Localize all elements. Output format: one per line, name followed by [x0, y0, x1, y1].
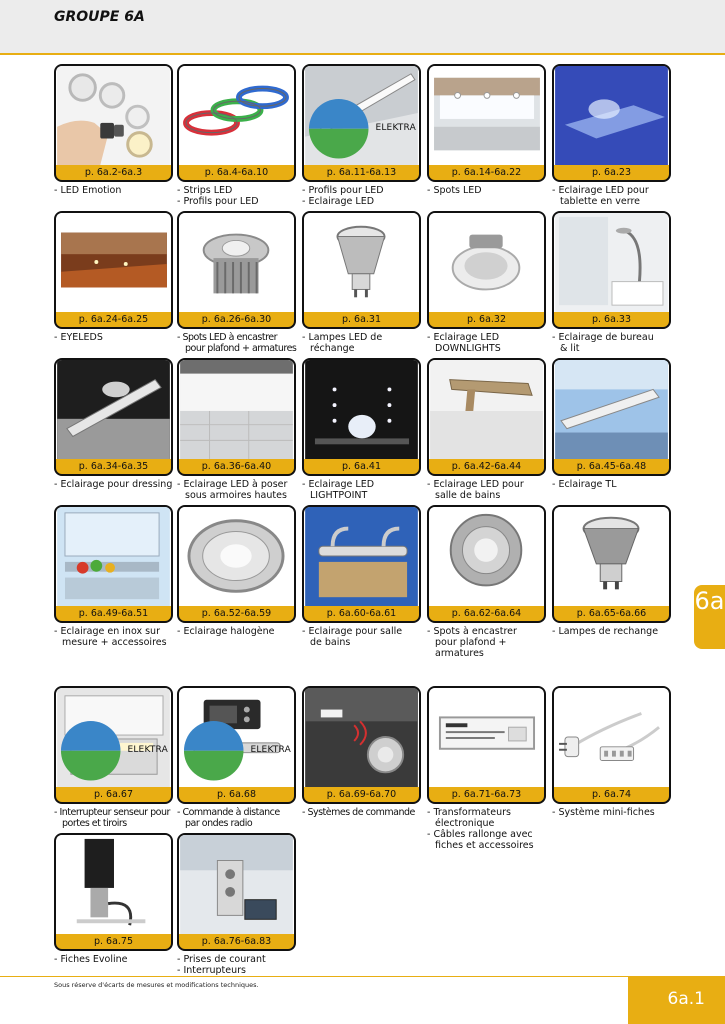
page-reference: p. 6a.62-6a.64: [427, 606, 546, 623]
product-photo: [177, 833, 296, 934]
product-photo: [54, 358, 173, 459]
brand-name: ELEKTRA: [375, 123, 416, 134]
product-photo: [302, 211, 421, 312]
product-description: [302, 807, 426, 818]
page-reference: p. 6a.65-6a.66: [552, 606, 671, 623]
product-card-halogene[interactable]: [177, 505, 296, 623]
product-card-eclairage-tl[interactable]: [552, 358, 671, 476]
product-card-prises-courant[interactable]: [177, 833, 296, 951]
description-line: - Système mini-fiches: [552, 807, 655, 818]
elektra-brand-mark: [56, 716, 168, 785]
product-description: [177, 626, 301, 637]
description-line: - Eclairage en inox sur mesure + accessoires: [54, 626, 167, 648]
product-description: [302, 185, 426, 207]
product-photo: [427, 64, 546, 165]
product-card-lampes-rechange[interactable]: [552, 505, 671, 623]
product-photo: [302, 505, 421, 606]
product-description: [552, 807, 676, 818]
description-line: - Prises de courant: [177, 954, 266, 965]
page-reference: p. 6a.34-6a.35: [54, 459, 173, 476]
product-card-fiches-evoline[interactable]: [54, 833, 173, 951]
page-reference: p. 6a.33: [552, 312, 671, 329]
product-description: [54, 626, 172, 648]
product-card-profils-led[interactable]: [302, 64, 421, 182]
product-description: [302, 626, 414, 648]
product-card-spots-encastrer[interactable]: [177, 211, 296, 329]
description-line: - Systèmes de commande: [302, 807, 415, 818]
page-reference: p. 6a.67: [54, 787, 173, 804]
product-photo: [552, 505, 671, 606]
description-line: - Profils pour LED: [177, 196, 259, 207]
product-photo: [54, 64, 173, 165]
elektra-logo-icon: [179, 716, 248, 785]
product-description: [177, 807, 295, 829]
description-line: - Eclairage halogène: [177, 626, 275, 637]
product-card-mini-fiches[interactable]: [552, 686, 671, 804]
product-description: [177, 479, 301, 501]
product-card-eyeleds[interactable]: [54, 211, 173, 329]
product-description: [177, 185, 301, 207]
product-card-downlights[interactable]: [427, 211, 546, 329]
page-reference: p. 6a.14-6a.22: [427, 165, 546, 182]
product-photo: [552, 64, 671, 165]
page-reference: p. 6a.24-6a.25: [54, 312, 173, 329]
page-reference: p. 6a.52-6a.59: [177, 606, 296, 623]
description-line: - Spots LED: [427, 185, 482, 196]
product-description: [552, 185, 664, 207]
product-card-lampes-led[interactable]: [302, 211, 421, 329]
description-line: - Eclairage LED pour tablette en verre: [552, 185, 649, 207]
chapter-tab-label: 6a: [694, 587, 725, 615]
product-photo: [177, 358, 296, 459]
product-photo: [177, 505, 296, 606]
page-reference: p. 6a.75: [54, 934, 173, 951]
description-line: - Profils pour LED: [302, 185, 384, 196]
product-card-lightpoint[interactable]: [302, 358, 421, 476]
product-description: [552, 479, 664, 490]
product-photo: [177, 64, 296, 165]
product-card-salle-bains-led[interactable]: [427, 358, 546, 476]
description-line: - Eclairage de bureau & lit: [552, 332, 654, 354]
product-card-tablette-verre[interactable]: [552, 64, 671, 182]
product-card-transformateurs[interactable]: [427, 686, 546, 804]
page-reference: p. 6a.4-6a.10: [177, 165, 296, 182]
description-line: - Câbles rallonge avec fiches et accessoires: [427, 829, 534, 851]
product-description: [427, 332, 539, 354]
product-photo: [552, 686, 671, 787]
description-line: - Transformateurs électronique: [427, 807, 511, 829]
product-card-inox-mesure[interactable]: [54, 505, 173, 623]
product-photo: [302, 686, 421, 787]
description-line: - Eclairage pour dressing: [54, 479, 173, 490]
product-card-spots-plafond[interactable]: [427, 505, 546, 623]
description-line: - Eclairage LED pour salle de bains: [427, 479, 524, 501]
product-photo: [427, 686, 546, 787]
page-reference: p. 6a.2-6a.3: [54, 165, 173, 182]
description-line: - Eclairage LED à poser sous armoires hautes: [177, 479, 288, 501]
description-line: - Fiches Evoline: [54, 954, 128, 965]
page-reference: p. 6a.74: [552, 787, 671, 804]
product-card-armoires-hautes[interactable]: [177, 358, 296, 476]
product-photo: [302, 64, 421, 165]
product-description: [302, 479, 414, 501]
product-description: [177, 332, 299, 354]
page-reference: p. 6a.60-6a.61: [302, 606, 421, 623]
elektra-brand-mark: [179, 716, 291, 785]
description-line: - Interrupteurs: [177, 965, 246, 976]
product-photo: [302, 358, 421, 459]
product-description: [54, 479, 178, 490]
description-line: - Lampes LED de réchange: [302, 332, 383, 354]
page-header: [0, 0, 725, 55]
product-photo: [54, 211, 173, 312]
page-reference: p. 6a.69-6a.70: [302, 787, 421, 804]
description-line: - EYELEDS: [54, 332, 103, 343]
product-photo: [552, 358, 671, 459]
product-photo: [177, 211, 296, 312]
product-description: [54, 332, 178, 343]
description-line: - Commande à distance par ondes radio: [177, 807, 280, 829]
page-reference: p. 6a.23: [552, 165, 671, 182]
description-line: - Eclairage LED DOWNLIGHTS: [427, 332, 501, 354]
product-description: [427, 626, 531, 659]
page-number: 6a.1: [667, 989, 705, 1009]
product-card-dressing[interactable]: [54, 358, 173, 476]
product-card-interrupteur-senseur[interactable]: [54, 686, 173, 804]
product-photo: [427, 505, 546, 606]
page-reference: p. 6a.68: [177, 787, 296, 804]
elektra-logo-icon: [304, 94, 373, 163]
description-line: - Strips LED: [177, 185, 233, 196]
description-line: - Eclairage TL: [552, 479, 617, 490]
page-reference: p. 6a.36-6a.40: [177, 459, 296, 476]
product-photo: [54, 686, 173, 787]
page-reference: p. 6a.49-6a.51: [54, 606, 173, 623]
brand-name: ELEKTRA: [250, 745, 291, 756]
product-card-systemes-commande[interactable]: [302, 686, 421, 804]
description-line: - Interrupteur senseur pour portes et tiroirs: [54, 807, 170, 829]
description-line: - Lampes de rechange: [552, 626, 659, 637]
product-description: [177, 954, 301, 976]
product-description: [54, 185, 178, 196]
footer-note: Sous réserve d'écarts de mesures et modifications techniques.: [54, 981, 259, 989]
product-description: [54, 807, 174, 829]
product-description: [54, 954, 178, 965]
description-line: - Eclairage pour salle de bains: [302, 626, 403, 648]
page-reference: p. 6a.71-6a.73: [427, 787, 546, 804]
product-description: [427, 185, 551, 196]
footer-divider: [0, 976, 725, 977]
product-description: [552, 626, 670, 637]
page-reference: p. 6a.41: [302, 459, 421, 476]
description-line: - Eclairage LED LIGHTPOINT: [302, 479, 375, 501]
chapter-tab[interactable]: [694, 585, 725, 649]
product-photo: [552, 211, 671, 312]
product-description: [302, 332, 414, 354]
page-reference: p. 6a.45-6a.48: [552, 459, 671, 476]
elektra-logo-icon: [56, 716, 125, 785]
product-photo: [54, 833, 173, 934]
product-photo: [427, 358, 546, 459]
product-description: [552, 332, 664, 354]
page-reference: p. 6a.11-6a.13: [302, 165, 421, 182]
description-line: - LED Emotion: [54, 185, 122, 196]
page-number-box: [628, 977, 725, 1024]
brand-name: ELEKTRA: [127, 745, 168, 756]
product-photo: [54, 505, 173, 606]
product-card-strips-led[interactable]: [177, 64, 296, 182]
elektra-brand-mark: [304, 94, 416, 163]
product-card-bureau-lit[interactable]: [552, 211, 671, 329]
page-reference: p. 6a.26-6a.30: [177, 312, 296, 329]
page-reference: p. 6a.31: [302, 312, 421, 329]
description-line: - Eclairage LED: [302, 196, 375, 207]
product-photo: [427, 211, 546, 312]
page-reference: p. 6a.32: [427, 312, 546, 329]
product-card-commande-distance[interactable]: [177, 686, 296, 804]
product-card-salle-bains[interactable]: [302, 505, 421, 623]
product-card-led-emotion[interactable]: [54, 64, 173, 182]
group-title: GROUPE 6A: [54, 9, 145, 25]
product-card-spots-led[interactable]: [427, 64, 546, 182]
product-description: [427, 807, 551, 851]
description-line: - Spots LED à encastrer pour plafond + armatures: [177, 332, 297, 354]
product-photo: [177, 686, 296, 787]
page-reference: p. 6a.42-6a.44: [427, 459, 546, 476]
page-reference: p. 6a.76-6a.83: [177, 934, 296, 951]
description-line: - Spots à encastrer pour plafond + armatures: [427, 626, 517, 659]
product-description: [427, 479, 539, 501]
